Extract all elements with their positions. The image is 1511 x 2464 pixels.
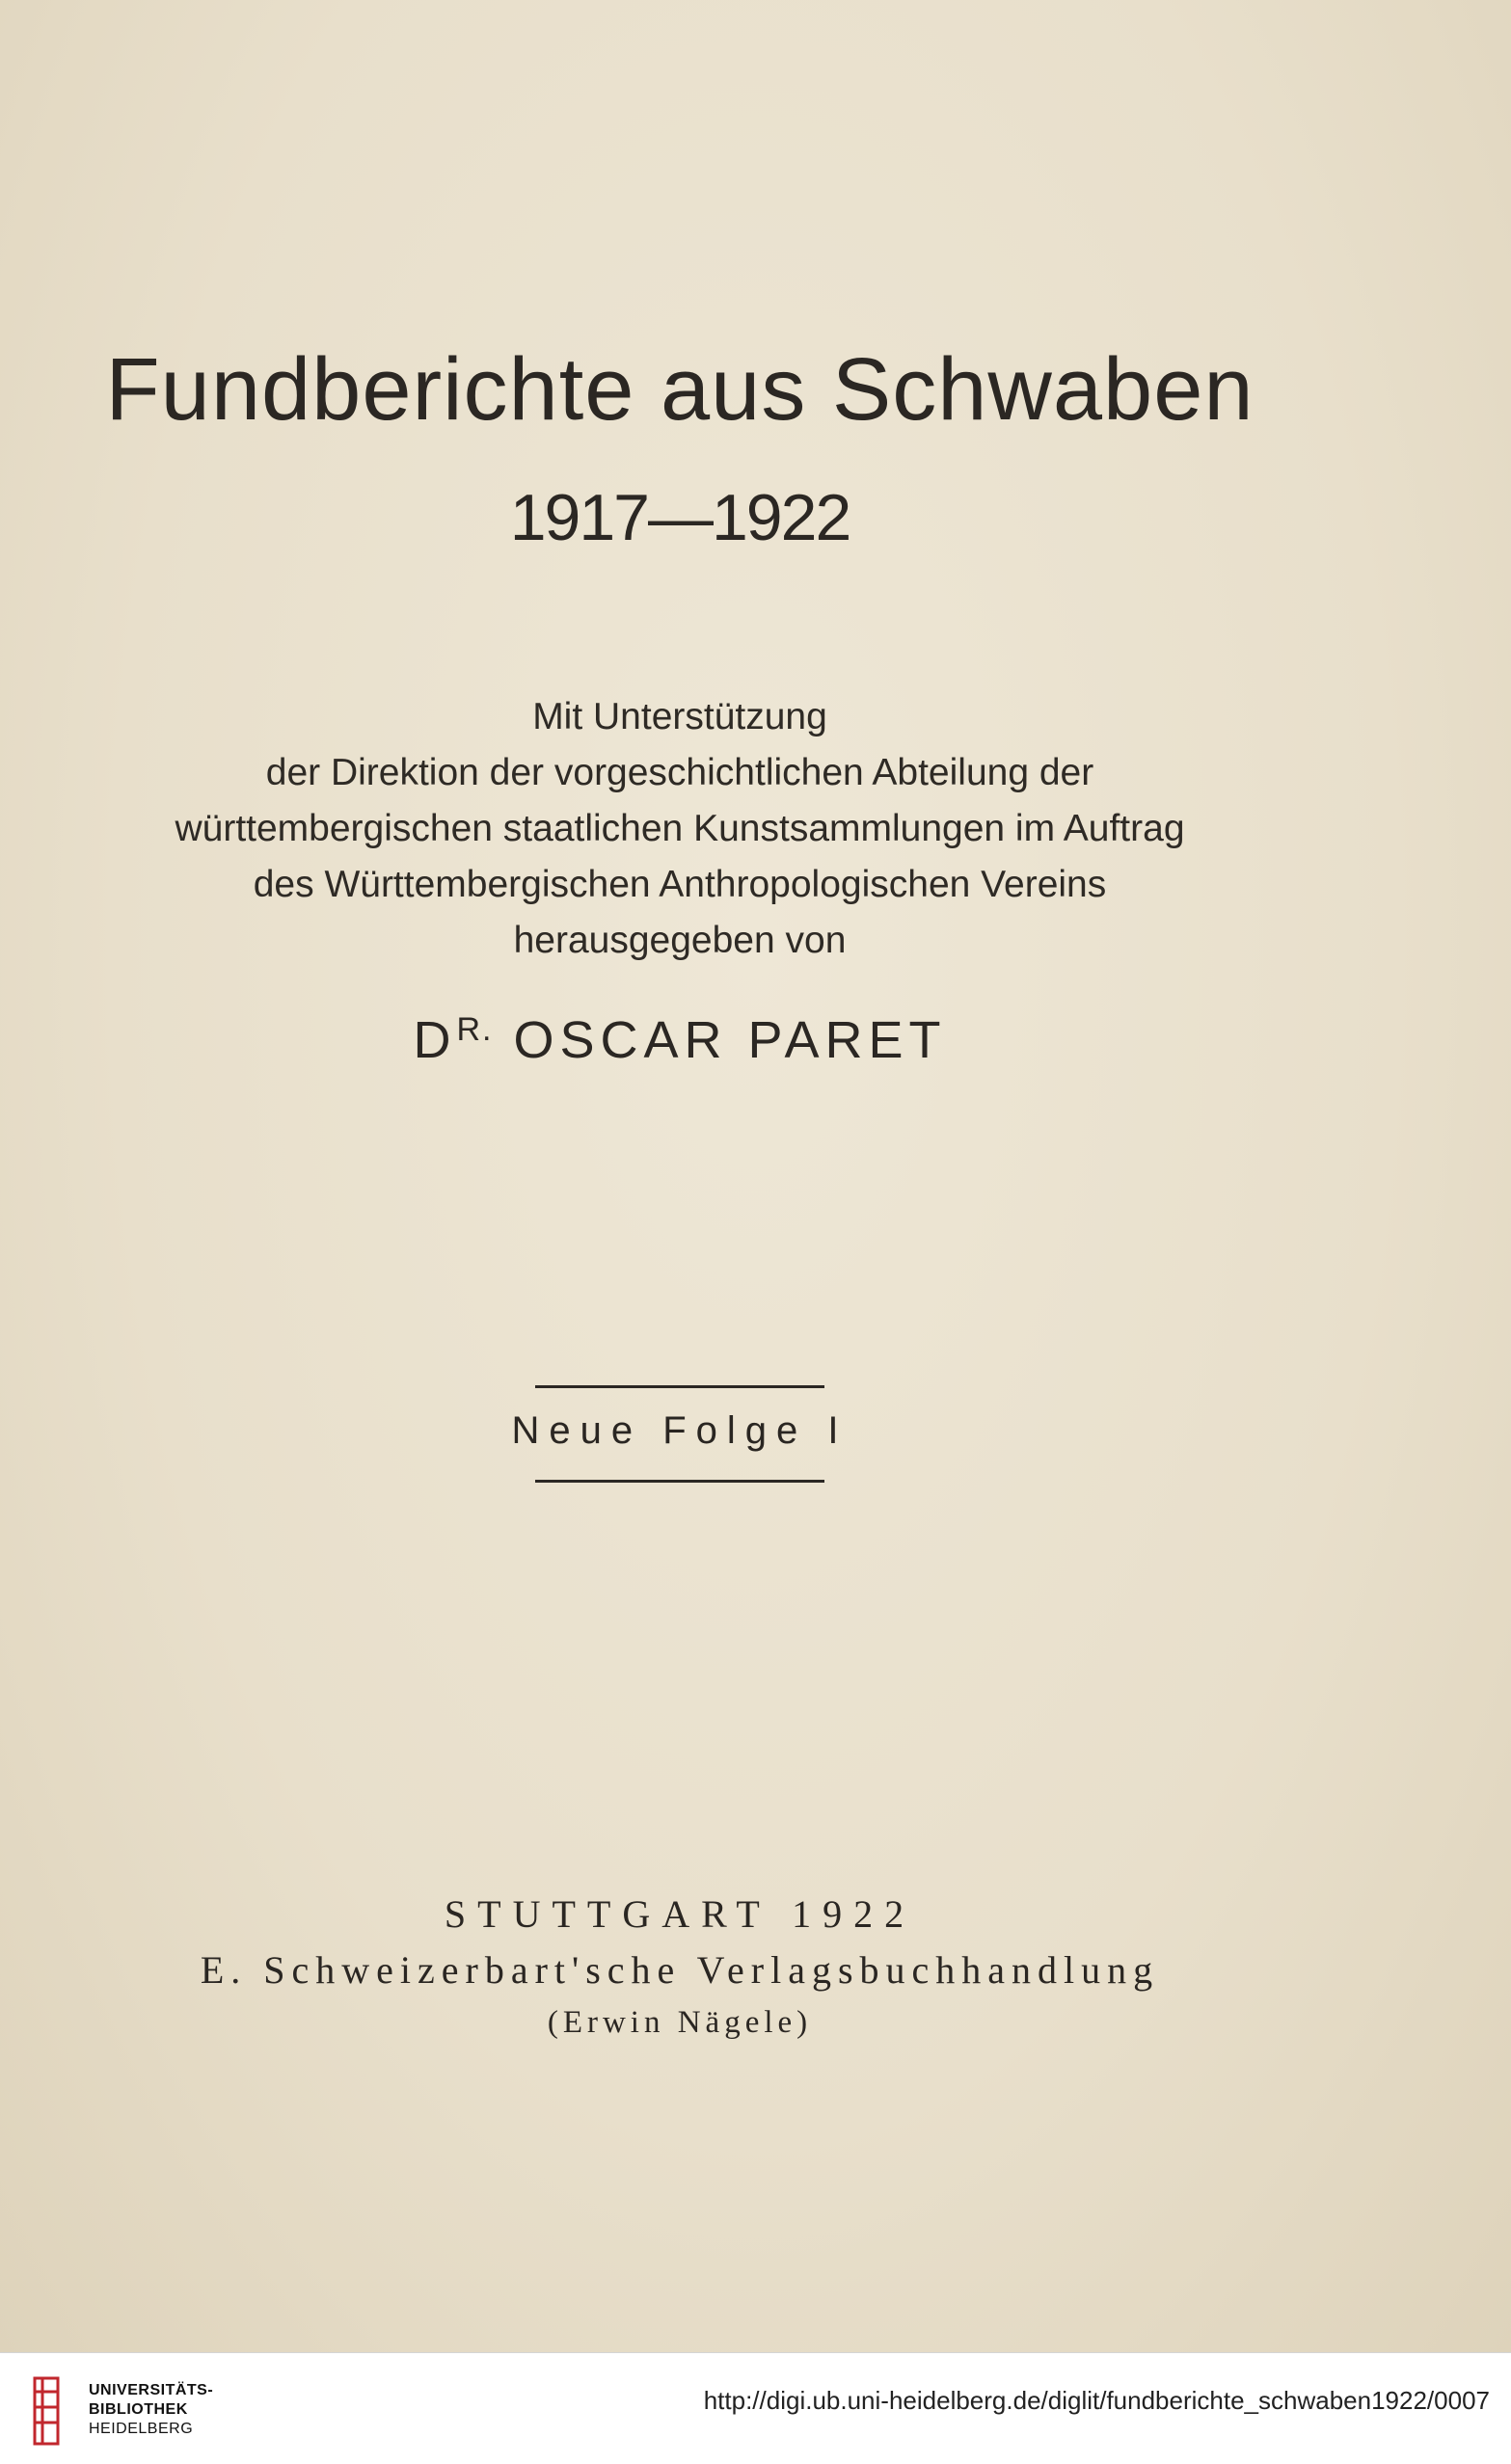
- editor-fullname: OSCAR PARET: [513, 1011, 947, 1069]
- imprint-city-year: STUTTGART 1922: [444, 1892, 916, 1936]
- support-line-3: württembergischen staatlichen Kunstsammlungen im Auftrag: [175, 808, 1185, 849]
- year-range: 1917—1922: [509, 481, 850, 554]
- support-line-1: Mit Unterstützung: [532, 696, 827, 737]
- series-label: Neue Folge I: [511, 1409, 849, 1452]
- library-name-line-3: HEIDELBERG: [89, 2421, 194, 2437]
- imprint-owner: (Erwin Nägele): [547, 2005, 813, 2040]
- imprint-publisher: E. Schweizerbart'sche Verlagsbuchhandlung: [200, 1948, 1160, 1992]
- support-line-5: herausgegeben von: [513, 920, 847, 961]
- series-rule-top: [535, 1385, 824, 1388]
- digitization-footer: [0, 2352, 1511, 2464]
- source-url-link[interactable]: http://digi.ub.uni-heidelberg.de/diglit/fundberichte_schwaben1922/0007: [703, 2386, 1490, 2415]
- support-line-4: des Württembergischen Anthropologischen Vereins: [253, 864, 1107, 905]
- support-line-2: der Direktion der vorgeschichtlichen Abteilung der: [265, 752, 1094, 793]
- ub-heidelberg-logo-icon: [29, 2372, 64, 2450]
- book-title: Fundberichte aus Schwaben: [105, 340, 1255, 439]
- library-name-line-2: BIBLIOTHEK: [89, 2401, 188, 2418]
- editor-name: [0, 1010, 1360, 1070]
- library-name-line-1: UNIVERSITÄTS-: [89, 2382, 214, 2398]
- series-rule-bottom: [535, 1480, 824, 1483]
- editor-title-superscript: R.: [456, 1011, 494, 1048]
- editor-title-prefix: D: [413, 1011, 457, 1069]
